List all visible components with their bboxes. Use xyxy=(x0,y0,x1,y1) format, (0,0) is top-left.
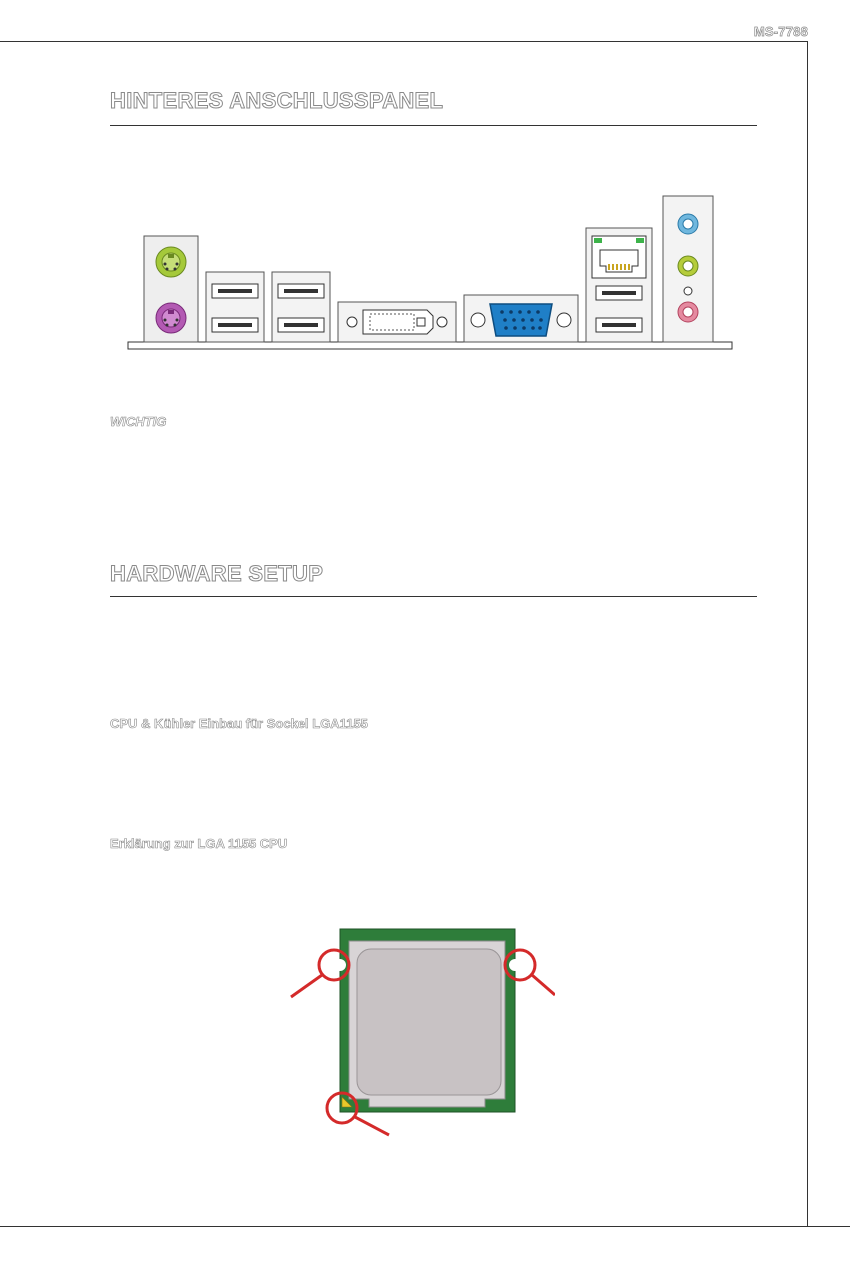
ps2-keyboard-port xyxy=(156,303,186,333)
cpu-install-heading: CPU & Kühler Einbau für Sockel LGA1155 xyxy=(110,716,368,731)
section-title-rear-panel: HINTERES ANSCHLUSSPANEL xyxy=(110,88,444,113)
dvi-port xyxy=(338,302,456,342)
model-number: MS-7788 xyxy=(753,24,808,39)
cpu-diagram xyxy=(285,925,555,1140)
important-label: WICHTIG xyxy=(110,414,167,429)
section-rule-2 xyxy=(110,596,757,597)
right-margin-rule xyxy=(807,41,808,1226)
panel-base xyxy=(128,342,732,349)
cpu-heat-spreader xyxy=(357,949,501,1095)
section-title-hardware-setup: HARDWARE SETUP xyxy=(110,561,324,586)
ps2-mouse-port xyxy=(156,247,186,277)
lan-usb-stack xyxy=(586,228,652,342)
ps2-ports xyxy=(144,236,198,342)
usb-stack-1 xyxy=(206,272,264,342)
header-rule xyxy=(0,41,808,42)
vga-port xyxy=(464,295,578,342)
cpu-explain-heading: Erklärung zur LGA 1155 CPU xyxy=(110,836,288,851)
footer-rule xyxy=(0,1226,850,1227)
usb-stack-2 xyxy=(272,272,330,342)
section-rule xyxy=(110,125,757,126)
audio-jacks xyxy=(663,196,713,342)
rear-panel-diagram xyxy=(120,190,740,355)
